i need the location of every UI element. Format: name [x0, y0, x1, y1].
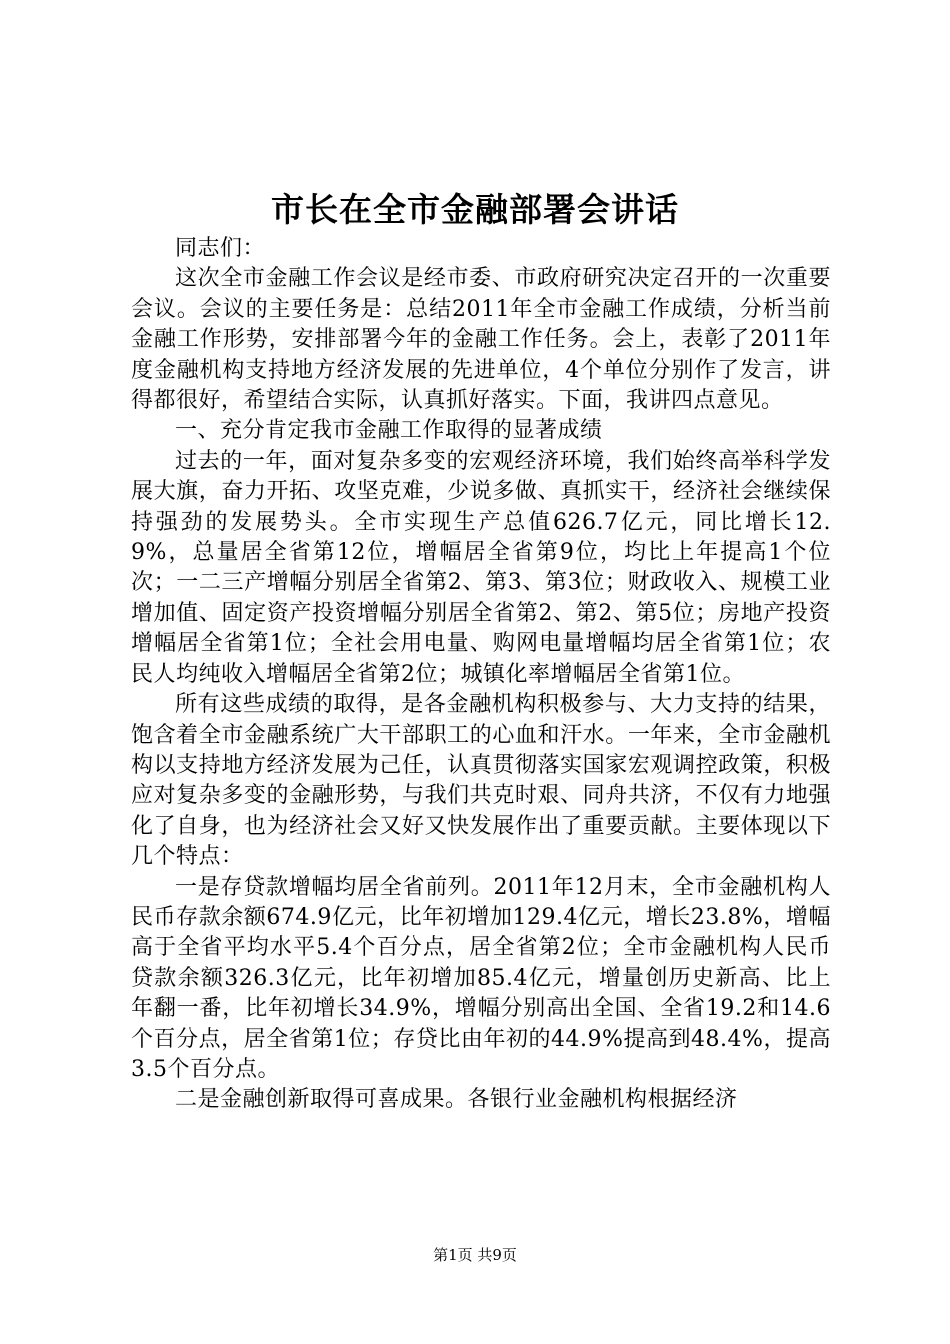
- paragraph-intro: 这次全市金融工作会议是经市委、市政府研究决定召开的一次重要会议。会议的主要任务是：总结2011年全市金融工作成绩，分析当前金融工作形势，安排部署今年的金融工作任务。会上，表彰了2011年度金融机构支持地方经济发展的先进单位，4个单位分别作了发言，讲得都很好，希望结合实际，认真抓好落实。下面，我讲四点意见。: [131, 266, 831, 414]
- salutation: 同志们：: [175, 236, 266, 261]
- paragraph-deposits-loans: 一是存贷款增幅均居全省前列。2011年12月末，全市金融机构人民币存款余额674.9亿元，比年初增加129.4亿元，增长23.8%，增幅高于全省平均水平5.4个百分点，居全省第2位；全市金融机构人民币贷款余额326.3亿元，比年初增加85.4亿元，增量创历史新高、比上年翻一番，比年初增长34.9%，增幅分别高出全国、全省19.2和14.6个百分点，居全省第1位；存贷比由年初的44.9%提高到48.4%，提高3.5个百分点。: [131, 874, 831, 1082]
- document-body: [131, 234, 831, 1116]
- document-title: 市长在全市金融部署会讲话: [271, 190, 679, 229]
- paragraph-contributions: 所有这些成绩的取得，是各金融机构积极参与、大力支持的结果，饱含着全市金融系统广大干部职工的心血和汗水。一年来，全市金融机构以支持地方经济发展为己任，认真贯彻落实国家宏观调控政策，积极应对复杂多变的金融形势，与我们共克时艰、同舟共济，不仅有力地强化了自身，也为经济社会又好又快发展作出了重要贡献。主要体现以下几个特点：: [131, 692, 831, 870]
- paragraph-achievements: 过去的一年，面对复杂多变的宏观经济环境，我们始终高举科学发展大旗，奋力开拓、攻坚克难，少说多做、真抓实干，经济社会继续保持强劲的发展势头。全市实现生产总值626.7亿元，同比增长12.9%，总量居全省第12位，增幅居全省第9位，均比上年提高1个位次；一二三产增幅分别居全省第2、第3、第3位；财政收入、规模工业增加值、固定资产投资增幅分别居全省第2、第2、第5位；房地产投资增幅居全省第1位；全社会用电量、购网电量增幅均居全省第1位；农民人均纯收入增幅居全省第2位；城镇化率增幅居全省第1位。: [131, 448, 831, 687]
- page-footer: 第1页 共9页: [433, 1246, 517, 1264]
- paragraph-innovation: 二是金融创新取得可喜成果。各银行业金融机构根据经济: [175, 1087, 738, 1113]
- section-heading-1: 一、充分肯定我市金融工作取得的显著成绩: [175, 418, 603, 444]
